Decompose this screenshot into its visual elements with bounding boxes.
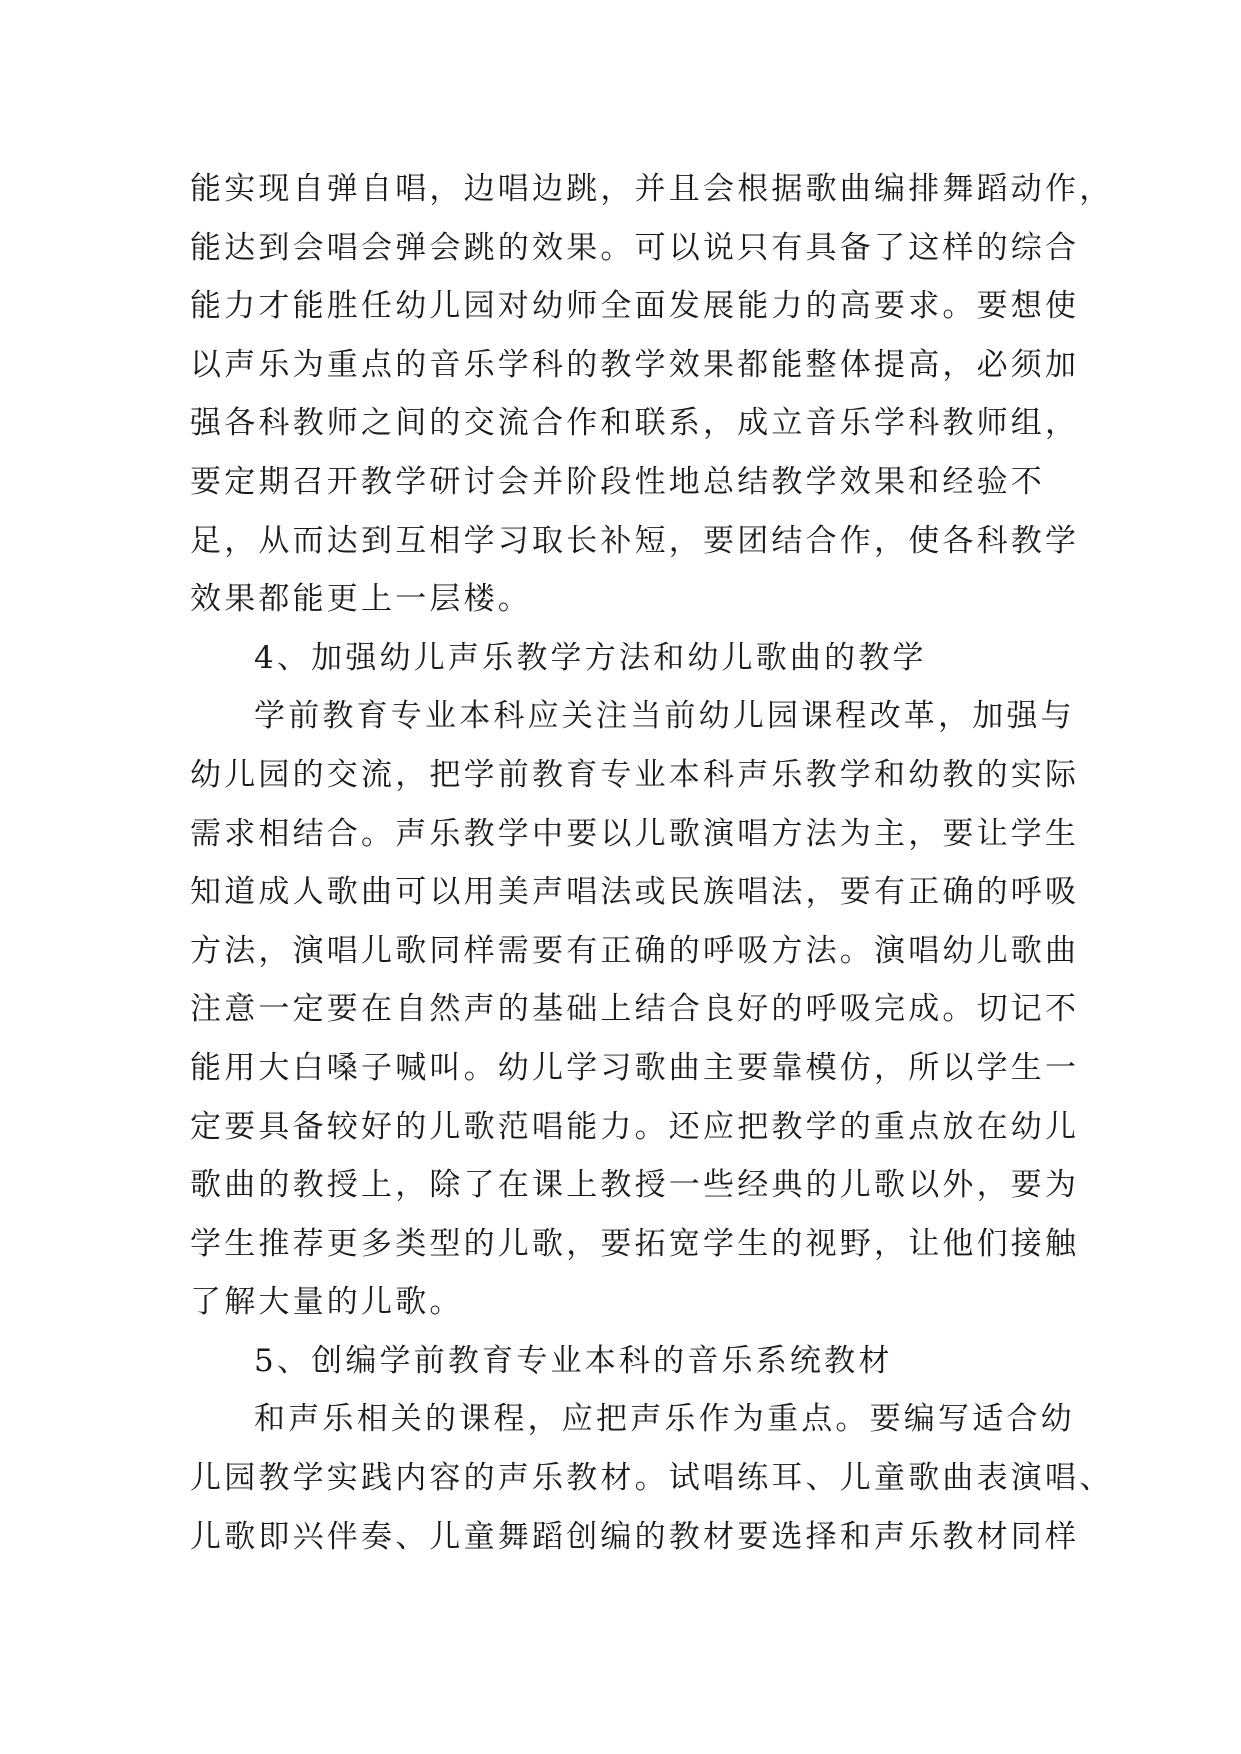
- text-line: 要定期召开教学研讨会并阶段性地总结教学效果和经验不: [190, 463, 1045, 500]
- text-line: 学生推荐更多类型的儿歌，要拓宽学生的视野，让他们接触: [190, 1225, 1080, 1262]
- text-line: 4、加强幼儿声乐教学方法和幼儿歌曲的教学: [254, 639, 927, 676]
- text-line: 知道成人歌曲可以用美声唱法或民族唱法，要有正确的呼吸: [190, 874, 1080, 911]
- text-line: 儿歌即兴伴奏、儿童舞蹈创编的教材要选择和声乐教材同样: [190, 1518, 1080, 1555]
- text-line: 和声乐相关的课程，应把声乐作为重点。要编写适合幼: [254, 1401, 1075, 1438]
- text-line: 能力才能胜任幼儿园对幼师全面发展能力的高要求。要想使: [190, 288, 1080, 325]
- text-line: 能实现自弹自唱，边唱边跳，并且会根据歌曲编排舞蹈动作，: [190, 171, 1114, 207]
- text-line: 以声乐为重点的音乐学科的教学效果都能整体提高，必须加: [190, 346, 1080, 383]
- text-line: 注意一定要在自然声的基础上结合良好的呼吸完成。切记不: [190, 991, 1080, 1028]
- text-line: 强各科教师之间的交流合作和联系，成立音乐学科教师组，: [190, 405, 1080, 442]
- text-line: 了解大量的儿歌。: [190, 1284, 464, 1321]
- text-line: 歌曲的教授上，除了在课上教授一些经典的儿歌以外，要为: [190, 1167, 1080, 1204]
- text-line: 学前教育专业本科应关注当前幼儿园课程改革，加强与: [254, 698, 1075, 735]
- text-line: 效果都能更上一层楼。: [190, 581, 532, 618]
- text-line: 定要具备较好的儿歌范唱能力。还应把教学的重点放在幼儿: [190, 1108, 1080, 1145]
- text-line: 需求相结合。声乐教学中要以儿歌演唱方法为主，要让学生: [190, 815, 1080, 852]
- text-line: 足，从而达到互相学习取长补短，要团结合作，使各科教学: [190, 522, 1080, 559]
- text-line: 能达到会唱会弹会跳的效果。可以说只有具备了这样的综合: [190, 229, 1080, 266]
- text-line: 5、创编学前教育专业本科的音乐系统教材: [254, 1342, 893, 1379]
- text-line: 儿园教学实践内容的声乐教材。试唱练耳、儿童歌曲表演唱、: [190, 1460, 1114, 1497]
- document-body: [190, 160, 1114, 1566]
- text-line: 能用大白嗓子喊叫。幼儿学习歌曲主要靠模仿，所以学生一: [190, 1049, 1080, 1086]
- text-line: 方法，演唱儿歌同样需要有正确的呼吸方法。演唱幼儿歌曲: [190, 932, 1080, 969]
- text-line: 幼儿园的交流，把学前教育专业本科声乐教学和幼教的实际: [190, 756, 1080, 793]
